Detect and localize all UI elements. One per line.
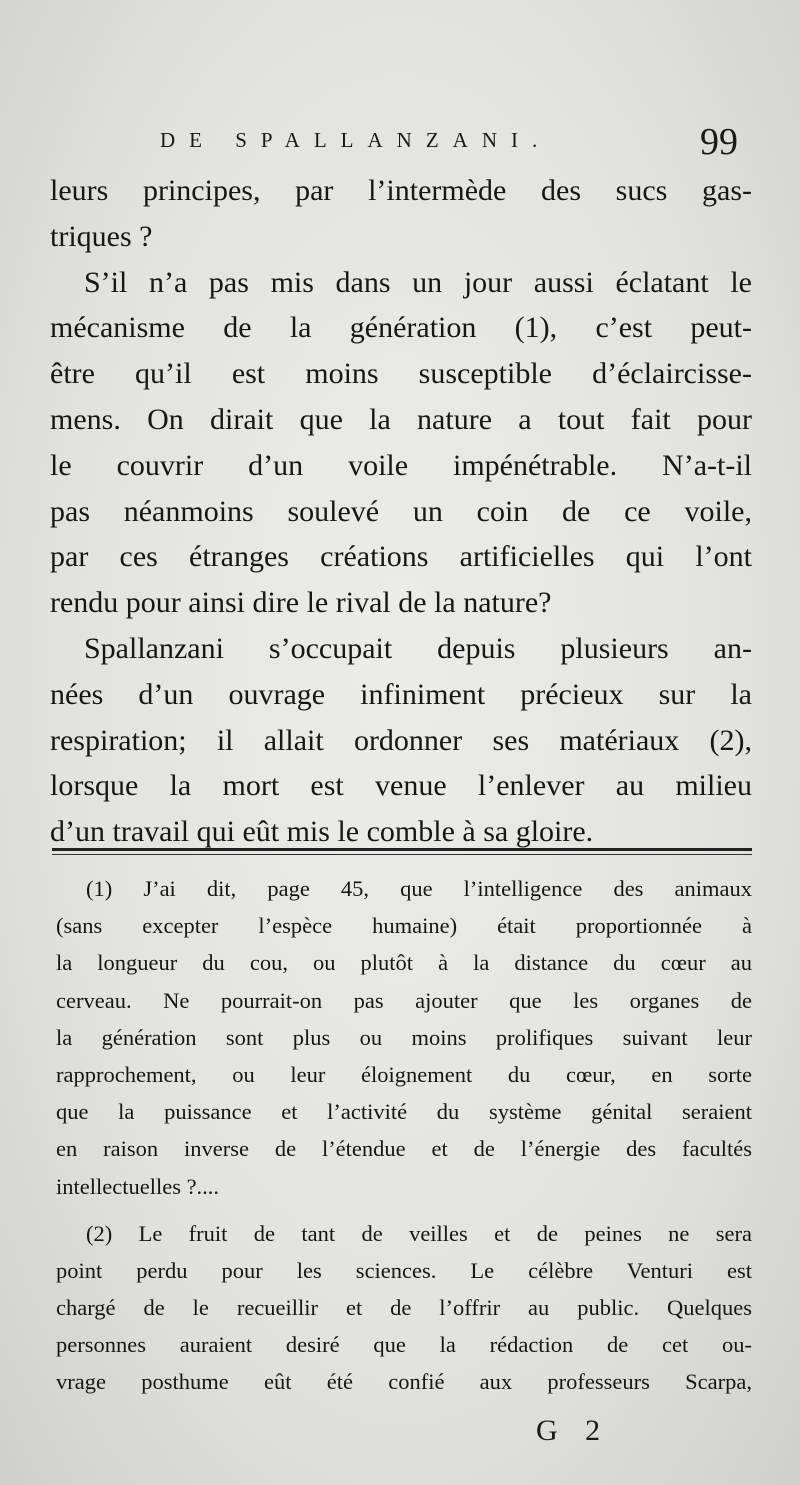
footnotes <box>56 870 752 1401</box>
text-line: S’il n’a pas mis dans un jour aussi éclatant le <box>84 265 752 299</box>
footnote-line: la longueur du cou, ou plutôt à la distance du cœur au <box>56 950 752 976</box>
footnote-line: (2) Le fruit de tant de veilles et de peines ne sera <box>86 1220 752 1246</box>
footnote-1 <box>56 870 752 1205</box>
footnote-line: (sans excepter l’espèce humaine) était proportionnée à <box>56 913 752 939</box>
text-line: par ces étranges créations artificielles qui l’ont <box>50 540 752 574</box>
text-line: leurs principes, par l’intermède des sucs gas- <box>50 174 752 207</box>
footnote-line: en raison inverse de l’étendue et de l’énergie des facultés <box>56 1136 752 1162</box>
footnote-line: (1) J’ai dit, page 45, que l’intelligence des animaux <box>86 876 752 901</box>
text-line: mens. On dirait que la nature a tout fait pour <box>50 402 752 436</box>
footnote-line: que la puissance et l’activité du système génital seraient <box>56 1099 752 1125</box>
main-text <box>50 168 752 855</box>
footnote-line: chargé de le recueillir et de l’offrir au public. Quelques <box>56 1295 752 1321</box>
signature-mark: G 2 <box>536 1414 611 1447</box>
text-line: le couvrir d’un voile impénétrable. N’a-t-il <box>50 448 752 482</box>
footnote-line: personnes auraient desiré que la rédaction de cet ou- <box>56 1332 752 1358</box>
footnote-line: la génération sont plus ou moins prolifiques suivant leur <box>56 1024 752 1050</box>
footnote-line: rapprochement, ou leur éloignement du cœur, en sorte <box>56 1061 752 1087</box>
text-line: triques ? <box>50 219 153 253</box>
text-line: être qu’il est moins susceptible d’éclaircisse- <box>50 357 752 391</box>
footnote-divider-thin <box>52 854 752 855</box>
text-line: mécanisme de la génération (1), c’est peut- <box>50 311 752 345</box>
page-header <box>0 118 800 170</box>
running-head: DE SPALLANZANI. <box>160 128 552 152</box>
footnote-line: vrage posthume eût été confié aux professeurs Scarpa, <box>56 1369 752 1395</box>
text-line: pas néanmoins soulevé un coin de ce voile, <box>50 494 752 528</box>
text-line: lorsque la mort est venue l’enlever au milieu <box>50 769 752 803</box>
footnote-line: cerveau. Ne pourrait-on pas ajouter que les organes de <box>56 987 752 1013</box>
text-line: Spallanzani s’occupait depuis plusieurs an- <box>84 631 752 665</box>
footnote-line: intellectuelles ?.... <box>56 1173 220 1199</box>
page-number: 99 <box>700 121 738 163</box>
footnote-line: point perdu pour les sciences. Le célèbre Venturi est <box>56 1257 752 1283</box>
text-line: rendu pour ainsi dire le rival de la nature? <box>50 586 552 620</box>
text-line: d’un travail qui eût mis le comble à sa gloire. <box>50 815 594 849</box>
footnote-2 <box>56 1215 752 1401</box>
text-line: nées d’un ouvrage infiniment précieux sur la <box>50 677 752 711</box>
footnote-divider <box>52 848 752 851</box>
text-line: respiration; il allait ordonner ses matériaux (2), <box>50 723 752 757</box>
